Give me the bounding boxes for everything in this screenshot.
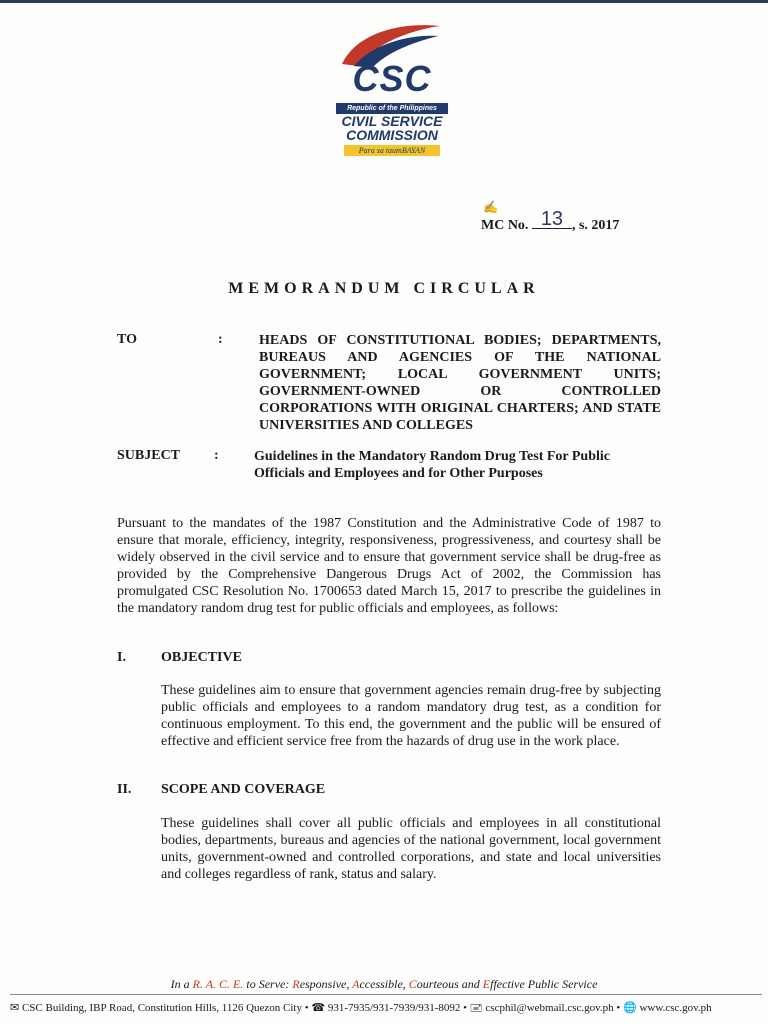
subject-text: Guidelines in the Mandatory Random Drug Test For Public Officials and Employees and for Other Purposes [254,449,611,481]
to-recipients: HEADS OF CONSTITUTIONAL BODIES; DEPARTMENTS, BUREAUS AND AGENCIES OF THE NATIONAL GOVERNMENT; LOCAL GOVERNMENT UNITS; GOVERNMENT-OWNED OR CONTROLLED CORPORATIONS WITH ORIGINAL CHARTERS; AND STATE UNIVERSITIES AND COLLEGES [259,333,661,433]
motto-r: R [292,977,300,991]
section-2-title: SCOPE AND COVERAGE [161,782,326,797]
logo-tagline: Para sa taumBAYAN [344,145,440,156]
footer-sep-3: • [616,1002,621,1014]
to-label: TO [117,332,137,347]
footer-website[interactable]: www.csc.gov.ph [639,1002,712,1014]
motto-e-rest: ffective Public Service [490,977,598,991]
logo-acronym: CSC [352,58,432,99]
mc-suffix: , s. 2017 [571,218,620,233]
globe-icon: 🌐 [623,1001,637,1014]
footer-phone: 931-7935/931-7939/931-8092 [327,1002,461,1014]
csc-logo [332,14,452,154]
motto-prefix: In a [170,977,193,991]
section-2-text: These guidelines shall cover all public officials and employees in all constitutional bodies, departments, bureaus and agencies of the national government, local government units, government-owned and controlled corporations, and state and local universities and colleges regardless of rank, status and salary. [161,816,661,882]
section-1-number: I. [117,650,126,665]
motto-c-rest: ourteous and [416,977,483,991]
footer-sep-2: • [463,1002,468,1014]
section-2-number: II. [117,782,132,797]
phone-icon: ☎ [311,1001,326,1014]
section-1-text: These guidelines aim to ensure that government agencies remain drug-free by subjecting public officials and employees to a random mandatory drug test, as a condition for continuous employment. To this end, the government and the public will be ensured of effective and efficient service free from the hazards of drug use in the work place. [161,683,661,749]
footer-motto [0,977,768,992]
footer-address: CSC Building, IBP Road, Constitution Hills, 1126 Quezon City [21,1002,302,1014]
motto-a: A [352,977,360,991]
motto-c: C [408,977,417,991]
motto-race: R. A. C. E. [192,977,244,991]
footer-email[interactable]: cscphil@webmail.csc.gov.ph [485,1002,614,1014]
motto-r-rest: esponsive, [299,977,353,991]
to-colon: : [218,332,223,347]
subject-label: SUBJECT [117,448,181,463]
mc-number: 13 [532,210,572,229]
motto-a-rest: ccessible, [359,977,409,991]
logo-line-2: COMMISSION [346,127,438,143]
handwritten-mark-icon: ✍ [483,200,498,214]
logo-republic: Republic of the Philippines [336,103,448,114]
mc-number-line [481,200,620,234]
motto-mid: to Serve: [243,977,293,991]
top-border [0,0,768,3]
document-title: MEMORANDUM CIRCULAR [228,280,540,297]
mc-prefix: MC No. [481,218,529,233]
mail-box-icon: ✉ [10,1001,20,1014]
footer-contact [10,999,762,1018]
motto-e: E [482,977,491,991]
logo-line-1: CIVIL SERVICE [341,113,443,129]
subject-colon: : [214,448,219,463]
footer-sep-1: • [304,1002,309,1014]
intro-paragraph: Pursuant to the mandates of the 1987 Constitution and the Administrative Code of 1987 to ensure that morale, efficiency, integrity, responsiveness, progressiveness, and courtesy shall be widely observed in the civil service and to ensure that government service shall be drug-free as provided by the Comprehensive Dangerous Drugs Act of 2002, the Commission has promulgated CSC Resolution No. 1700653 dated March 15, 2017 to prescribe the guidelines in the mandatory random drug test for public officials and employees, as follows: [117,516,661,616]
footer-divider [10,994,762,995]
section-1-title: OBJECTIVE [161,650,242,665]
email-icon: 🖃 [469,1001,483,1014]
